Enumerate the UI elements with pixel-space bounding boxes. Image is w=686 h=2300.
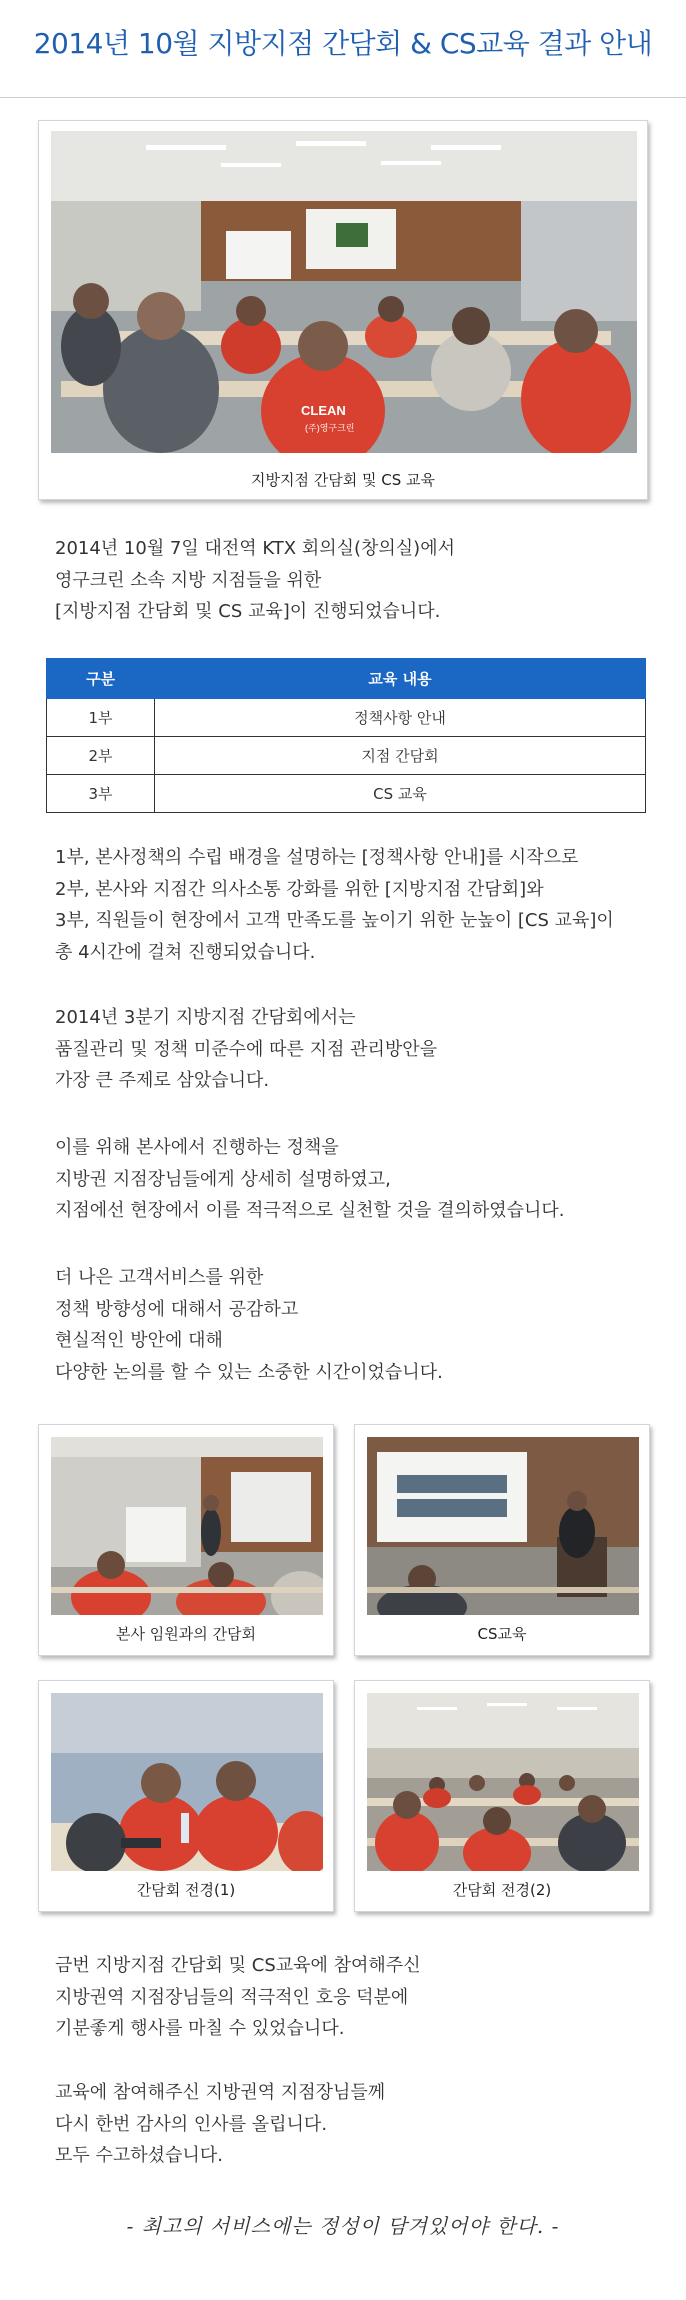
body-line: 이를 위해 본사에서 진행하는 정책을 bbox=[55, 1137, 339, 1158]
title-divider bbox=[0, 97, 686, 98]
gallery-photo-meeting-scene-2 bbox=[367, 1693, 639, 1871]
body-paragraph-3 bbox=[55, 1132, 565, 1227]
column-header-content: 교육 내용 bbox=[155, 659, 646, 699]
gallery-photo-frame bbox=[354, 1424, 650, 1656]
gallery-photo-executive-meeting bbox=[51, 1437, 323, 1615]
outro-line: 모두 수고하셨습니다. bbox=[55, 2145, 223, 2166]
table-cell: 지점 간담회 bbox=[155, 737, 646, 775]
body-paragraph-2 bbox=[55, 1002, 437, 1097]
table-row bbox=[47, 737, 646, 775]
gallery-caption: 본사 임원과의 간담회 bbox=[116, 1625, 256, 1643]
gallery-photo-frame bbox=[38, 1424, 334, 1656]
outro-paragraph-1 bbox=[55, 1950, 421, 2045]
gallery-caption: 간담회 전경(1) bbox=[136, 1881, 236, 1899]
outro-line: 금번 지방지점 간담회 및 CS교육에 참여해주신 bbox=[55, 1955, 421, 1976]
body-line: 가장 큰 주제로 삼았습니다. bbox=[55, 1070, 270, 1091]
gallery-caption: 간담회 전경(2) bbox=[452, 1881, 552, 1899]
body-line: 지방권 지점장님들에게 상세히 설명하였고, bbox=[55, 1168, 391, 1190]
body-line: 현실적인 방안에 대해 bbox=[55, 1330, 223, 1351]
body-paragraph-1 bbox=[55, 842, 614, 968]
body-line: 정책 방향성에 대해서 공감하고 bbox=[55, 1298, 299, 1320]
gallery-photo-cs-training bbox=[367, 1437, 639, 1615]
closing-motto: - 최고의 서비스에는 정성이 담겨있어야 한다. - bbox=[126, 2214, 560, 2238]
hero-photo-frame bbox=[38, 120, 648, 500]
intro-paragraph bbox=[55, 533, 455, 628]
page-title: 2014년 10월 지방지점 간담회 & CS교육 결과 안내 bbox=[33, 27, 653, 60]
outro-line: 기분좋게 행사를 마칠 수 있었습니다. bbox=[55, 2018, 345, 2039]
table-header-row bbox=[47, 659, 646, 699]
table-cell: 1부 bbox=[47, 699, 155, 737]
gallery-photo-frame bbox=[38, 1680, 334, 1912]
intro-line: [지방지점 간담회 및 CS 교육]이 진행되었습니다. bbox=[55, 601, 441, 622]
gallery-photo-frame bbox=[354, 1680, 650, 1912]
body-line: 품질관리 및 정책 미준수에 따른 지점 관리방안을 bbox=[55, 1038, 438, 1060]
vest-logo-subtext: (주)영구크린 bbox=[305, 423, 355, 433]
gallery-photo-meeting-scene-1 bbox=[51, 1693, 323, 1871]
hero-caption: 지방지점 간담회 및 CS 교육 bbox=[251, 471, 435, 489]
table-row bbox=[47, 699, 646, 737]
table-cell: 2부 bbox=[47, 737, 155, 775]
table-cell: 3부 bbox=[47, 775, 155, 813]
body-line: 1부, 본사정책의 수립 배경을 설명하는 [정책사항 안내]를 시작으로 bbox=[55, 847, 579, 868]
vest-logo-text: CLEAN bbox=[301, 403, 346, 418]
body-line: 2014년 3분기 지방지점 간담회에서는 bbox=[55, 1007, 356, 1028]
table-row bbox=[47, 775, 646, 813]
outro-line: 지방권역 지점장님들의 적극적인 호응 덕분에 bbox=[55, 1986, 409, 2008]
outro-line: 교육에 참여해주신 지방권역 지점장님들께 bbox=[55, 2082, 386, 2103]
column-header-section: 구분 bbox=[47, 659, 155, 699]
body-line: 2부, 본사와 지점간 의사소통 강화를 위한 [지방지점 간담회]와 bbox=[55, 878, 544, 900]
table-cell: CS 교육 bbox=[155, 775, 646, 813]
body-paragraph-4 bbox=[55, 1262, 443, 1388]
body-line: 다양한 논의를 할 수 있는 소중한 시간이었습니다. bbox=[55, 1361, 443, 1383]
gallery-caption: CS교육 bbox=[477, 1625, 527, 1643]
body-line: 총 4시간에 걸쳐 진행되었습니다. bbox=[55, 941, 316, 963]
intro-line: 영구크린 소속 지방 지점들을 위한 bbox=[55, 569, 322, 591]
body-line: 3부, 직원들이 현장에서 고객 만족도를 높이기 위한 눈높이 [CS 교육]이 bbox=[55, 910, 614, 931]
table-cell: 정책사항 안내 bbox=[155, 699, 646, 737]
body-line: 지점에선 현장에서 이를 적극적으로 실천할 것을 결의하였습니다. bbox=[55, 1200, 565, 1221]
outro-paragraph-2 bbox=[55, 2077, 385, 2172]
body-line: 더 나은 고객서비스를 위한 bbox=[55, 1267, 264, 1288]
hero-photo bbox=[51, 131, 637, 453]
outro-line: 다시 한번 감사의 인사를 올립니다. bbox=[55, 2113, 328, 2135]
schedule-table bbox=[46, 658, 646, 813]
intro-line: 2014년 10월 7일 대전역 KTX 회의실(창의실)에서 bbox=[55, 538, 455, 559]
